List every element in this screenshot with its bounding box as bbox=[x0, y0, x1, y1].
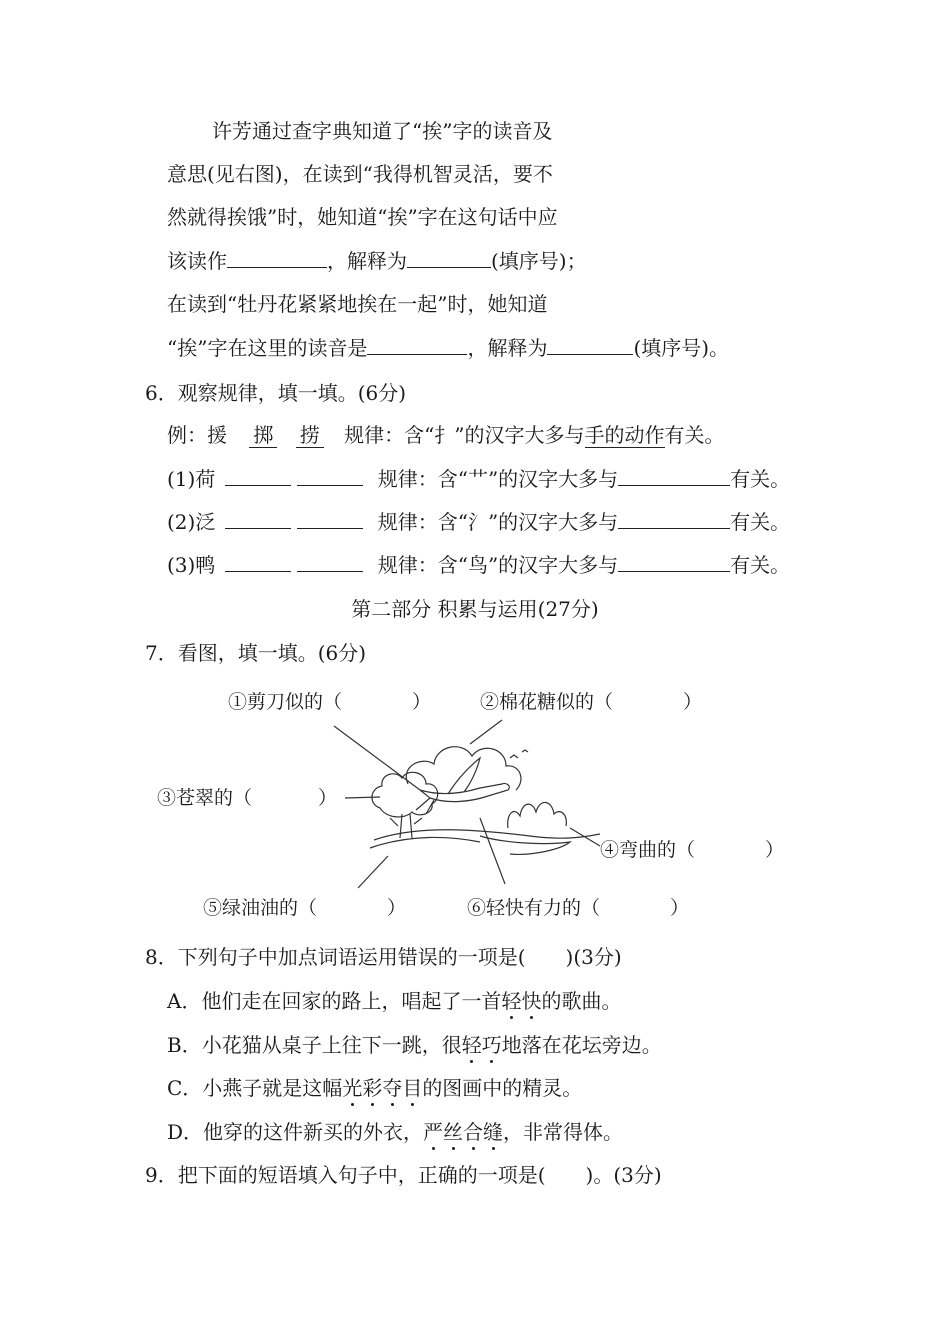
q6-row-tail: 有关。 bbox=[730, 467, 791, 491]
intro-line-6-text-a: “挨”字在这里的读音是 bbox=[167, 336, 368, 360]
intro-line-4 bbox=[167, 248, 587, 274]
intro-line-4-text-b: ，解释为 bbox=[327, 249, 407, 273]
q8-option-a[interactable]: A．他们走在回家的路上，唱起了一首轻快的歌曲。 bbox=[167, 989, 622, 1013]
intro-line-1: 许芳通过查字典知道了“挨”字的读音及 bbox=[212, 119, 553, 143]
swallow-wing bbox=[448, 758, 480, 794]
intro-line-4-text-c: (填序号)； bbox=[491, 249, 587, 273]
q6-example-answer: 手的动作 bbox=[584, 423, 665, 447]
q6-row-rule: 规律：含“艹”的汉字大多与 bbox=[377, 467, 619, 491]
q9-title: 9．把下面的短语填入句子中，正确的一项是( )。(3分) bbox=[145, 1163, 662, 1187]
q6-example-prefix: 例：援 bbox=[167, 423, 227, 447]
q6-row-tail: 有关。 bbox=[730, 510, 791, 534]
swallow-body bbox=[420, 783, 509, 801]
intro-line-5: 在读到“牡丹花紧紧地挨在一起”时，她知道 bbox=[167, 292, 548, 316]
q6-example-rule: 规律：含“扌”的汉字大多与 bbox=[344, 423, 585, 447]
q6-row-rule: 规律：含“氵”的汉字大多与 bbox=[377, 510, 619, 534]
q6-row1-blank-b[interactable] bbox=[297, 467, 363, 486]
q6-row-lead: (2)泛 bbox=[167, 510, 216, 534]
meaning-blank-2[interactable] bbox=[547, 336, 633, 355]
q6-example-tail: 有关。 bbox=[664, 423, 725, 447]
q6-row3-blank-c[interactable] bbox=[618, 553, 730, 572]
q6-row-1 bbox=[167, 466, 790, 492]
intro-line-2: 意思(见右图)，在读到“我得机智灵活，要不 bbox=[167, 162, 553, 186]
q8-option-d-dotted: 严丝合缝 bbox=[423, 1120, 504, 1144]
q8-option-a-dotted: 轻快 bbox=[501, 989, 542, 1013]
q8-title: 8．下列句子中加点词语运用错误的一项是( )(3分) bbox=[145, 945, 622, 969]
q6-row2-blank-c[interactable] bbox=[618, 510, 730, 529]
q6-example-word-2: 捞 bbox=[296, 423, 324, 448]
ground-line bbox=[370, 837, 480, 848]
q6-row-2 bbox=[167, 509, 790, 535]
q7-label-2: ②棉花糖似的（ ） bbox=[480, 691, 703, 713]
q7-label-1: ①剪刀似的（ ） bbox=[228, 691, 432, 713]
pointer-line-cloud bbox=[470, 720, 502, 744]
swallow-tail bbox=[416, 798, 434, 814]
pointer-line-bird bbox=[480, 818, 505, 884]
q7-label-5: ⑤绿油油的（ ） bbox=[203, 897, 407, 919]
q6-row3-blank-b[interactable] bbox=[297, 553, 363, 572]
q6-row-lead: (3)鸭 bbox=[167, 553, 216, 577]
pronunciation-blank-2[interactable] bbox=[367, 336, 467, 355]
q8-option-b-dotted: 轻巧 bbox=[461, 1033, 502, 1057]
q6-row1-blank-a[interactable] bbox=[225, 467, 291, 486]
q8-option-d[interactable]: D．他穿的这件新买的外衣，严丝合缝，非常得体。 bbox=[167, 1120, 624, 1144]
q6-title: 6．观察规律，填一填。(6分) bbox=[145, 381, 407, 405]
pronunciation-blank-1[interactable] bbox=[227, 249, 327, 268]
shrubs bbox=[508, 802, 567, 828]
intro-line-6 bbox=[167, 335, 729, 361]
q6-row-lead: (1)荷 bbox=[167, 467, 216, 491]
part-2-heading: 第二部分 积累与运用(27分) bbox=[351, 597, 599, 621]
intro-line-6-text-b: ，解释为 bbox=[467, 336, 548, 360]
q6-row2-blank-a[interactable] bbox=[225, 510, 291, 529]
swallow-landscape-illustration bbox=[330, 718, 610, 894]
q6-row2-blank-b[interactable] bbox=[297, 510, 363, 529]
distant-birds bbox=[510, 750, 528, 758]
q6-example bbox=[167, 422, 725, 448]
pointer-line-grass bbox=[358, 856, 388, 888]
q6-row-rule: 规律：含“鸟”的汉字大多与 bbox=[377, 553, 619, 577]
pointer-line-tree bbox=[345, 797, 380, 798]
q7-label-3: ③苍翠的（ ） bbox=[157, 787, 338, 809]
q7-label-6: ⑥轻快有力的（ ） bbox=[467, 897, 690, 919]
q8-option-c[interactable]: C．小燕子就是这幅光彩夺目的图画中的精灵。 bbox=[167, 1076, 583, 1100]
q6-row-tail: 有关。 bbox=[730, 553, 791, 577]
q8-option-b[interactable]: B．小花猫从桌子上往下一跳，很轻巧地落在花坛旁边。 bbox=[167, 1033, 662, 1057]
q6-row1-blank-c[interactable] bbox=[618, 467, 730, 486]
meaning-blank-1[interactable] bbox=[407, 249, 491, 268]
intro-line-6-text-c: (填序号)。 bbox=[633, 336, 730, 360]
q8-option-c-dotted: 光彩夺目 bbox=[342, 1076, 423, 1100]
q7-title: 7．看图，填一填。(6分) bbox=[145, 641, 367, 665]
q6-example-word-1: 掷 bbox=[249, 423, 277, 448]
q7-label-4: ④弯曲的（ ） bbox=[600, 839, 785, 861]
intro-line-3: 然就得挨饿”时，她知道“挨”字在这句话中应 bbox=[167, 205, 558, 229]
intro-line-4-text-a: 该读作 bbox=[167, 249, 227, 273]
q6-row3-blank-a[interactable] bbox=[225, 553, 291, 572]
winding-path bbox=[480, 836, 570, 854]
q6-row-3 bbox=[167, 552, 790, 578]
